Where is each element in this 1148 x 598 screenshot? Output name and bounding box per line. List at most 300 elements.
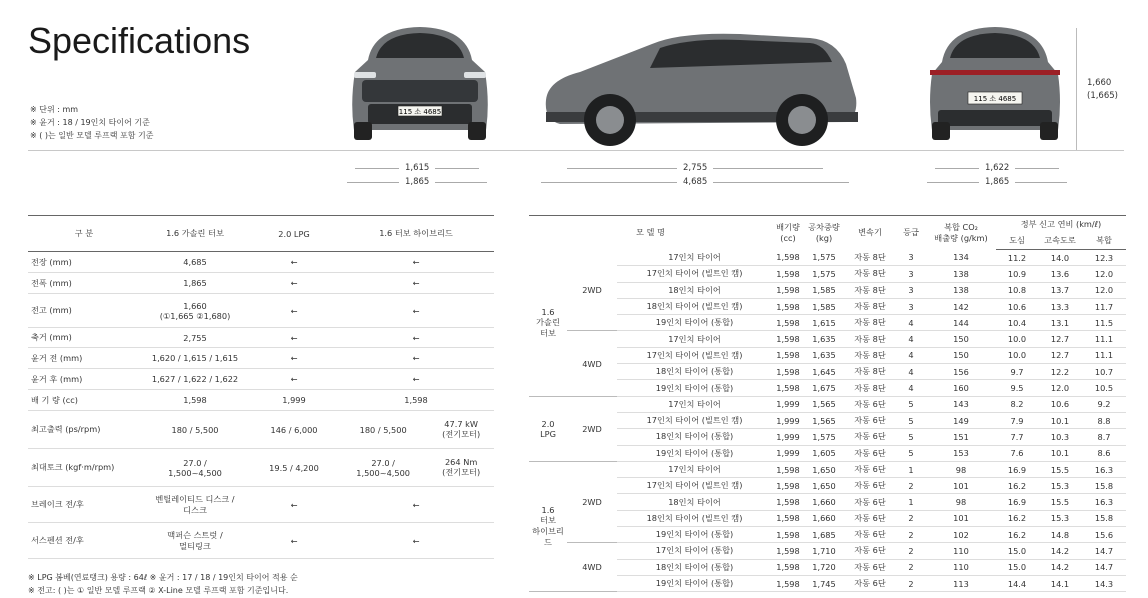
table-row bbox=[529, 298, 1126, 314]
table-row bbox=[529, 347, 1126, 363]
cell: 11.2 bbox=[996, 250, 1038, 266]
col-header: 2.0 LPG bbox=[250, 216, 338, 252]
table-row bbox=[529, 380, 1126, 396]
cell: 자동 8단 bbox=[844, 380, 896, 396]
cell: 2 bbox=[896, 575, 926, 591]
cell: 150 bbox=[926, 347, 996, 363]
table-header-row bbox=[529, 216, 1126, 233]
cell: 1,565 bbox=[804, 396, 844, 412]
cell: 1,999 bbox=[772, 412, 804, 428]
table-row bbox=[28, 294, 494, 328]
cell: 4 bbox=[896, 364, 926, 380]
cell: 1,598 bbox=[140, 390, 250, 411]
front-track-dim: 1,615 bbox=[355, 163, 479, 173]
cell: 1,598 bbox=[772, 266, 804, 282]
cell: 자동 8단 bbox=[844, 315, 896, 331]
cell: 1,660 bbox=[804, 510, 844, 526]
cell: 1,635 bbox=[804, 347, 844, 363]
cell: ← bbox=[250, 273, 338, 294]
cell: 98 bbox=[926, 494, 996, 510]
cell: 143 bbox=[926, 396, 996, 412]
row-label: 전폭 (mm) bbox=[28, 273, 140, 294]
cell: 자동 6단 bbox=[844, 445, 896, 461]
cell: 1,645 bbox=[804, 364, 844, 380]
drive-label: 4WD bbox=[567, 331, 617, 396]
cell: ← bbox=[250, 348, 338, 369]
cell: 15.6 bbox=[1082, 527, 1126, 543]
cell: 101 bbox=[926, 478, 996, 494]
cell: 9.2 bbox=[1082, 396, 1126, 412]
spec-table-body bbox=[28, 252, 494, 559]
cell: 2 bbox=[896, 527, 926, 543]
cell: 2 bbox=[896, 510, 926, 526]
cell: 150 bbox=[926, 331, 996, 347]
tire-label: 18인치 타이어 bbox=[617, 282, 772, 298]
cell: 4 bbox=[896, 315, 926, 331]
cell: 13.7 bbox=[1038, 282, 1082, 298]
cell: 10.7 bbox=[1082, 364, 1126, 380]
license-plate: 115 소 4685 bbox=[973, 95, 1017, 103]
tire-label: 19인치 타이어 (통합) bbox=[617, 380, 772, 396]
table-row bbox=[28, 273, 494, 294]
cell: 1,575 bbox=[804, 429, 844, 445]
cell: 1,585 bbox=[804, 298, 844, 314]
tire-label: 18인치 타이어 (빌트인 캠) bbox=[617, 298, 772, 314]
cell: 15.5 bbox=[1038, 461, 1082, 477]
note-line: ※ 단위 : mm bbox=[30, 105, 79, 114]
cell: 9.7 bbox=[996, 364, 1038, 380]
engine-label: 1.6 가솔린 터보 bbox=[529, 250, 567, 397]
cell: ← bbox=[338, 523, 494, 559]
col-header: 구 분 bbox=[28, 216, 140, 252]
car-front-view bbox=[340, 22, 500, 147]
cell: 1,999 bbox=[772, 445, 804, 461]
cell: 5 bbox=[896, 396, 926, 412]
cell: ← bbox=[250, 328, 338, 348]
cell: 14.8 bbox=[1038, 527, 1082, 543]
cell: 16.9 bbox=[996, 461, 1038, 477]
table-row bbox=[529, 494, 1126, 510]
cell: 자동 8단 bbox=[844, 298, 896, 314]
cell: 10.6 bbox=[996, 298, 1038, 314]
cell: 180 / 5,500 bbox=[338, 411, 428, 449]
cell: 5 bbox=[896, 445, 926, 461]
cell: 2 bbox=[896, 478, 926, 494]
cell: 12.7 bbox=[1038, 331, 1082, 347]
cell: 자동 8단 bbox=[844, 250, 896, 266]
cell: 16.2 bbox=[996, 478, 1038, 494]
cell: 1,598 bbox=[772, 494, 804, 510]
cell: 180 / 5,500 bbox=[140, 411, 250, 449]
tire-label: 17인치 타이어 bbox=[617, 461, 772, 477]
cell: 8.2 bbox=[996, 396, 1038, 412]
engine-label: 1.6 터보 하이브리드 bbox=[529, 461, 567, 591]
tire-label: 17인치 타이어 (통합) bbox=[617, 543, 772, 559]
cell: 15.0 bbox=[996, 543, 1038, 559]
cell: 8.6 bbox=[1082, 445, 1126, 461]
cell: 4 bbox=[896, 347, 926, 363]
cell: 자동 8단 bbox=[844, 364, 896, 380]
table-header-row bbox=[28, 216, 494, 252]
cell: 1,720 bbox=[804, 559, 844, 575]
cell: 10.4 bbox=[996, 315, 1038, 331]
cell: 8.8 bbox=[1082, 412, 1126, 428]
cell: 12.7 bbox=[1038, 347, 1082, 363]
table-row bbox=[529, 575, 1126, 591]
tire-label: 18인치 타이어 (통합) bbox=[617, 364, 772, 380]
cell: 13.1 bbox=[1038, 315, 1082, 331]
cell: 1,627 / 1,622 / 1,622 bbox=[140, 369, 250, 390]
cell: 14.2 bbox=[1038, 543, 1082, 559]
cell: 10.0 bbox=[996, 331, 1038, 347]
cell: 1,650 bbox=[804, 461, 844, 477]
cell: 자동 6단 bbox=[844, 412, 896, 428]
cell: 1,605 bbox=[804, 445, 844, 461]
cell: 14.1 bbox=[1038, 575, 1082, 591]
cell: 자동 6단 bbox=[844, 575, 896, 591]
cell: 156 bbox=[926, 364, 996, 380]
cell: 102 bbox=[926, 527, 996, 543]
cell: 1,598 bbox=[772, 298, 804, 314]
cell: 16.3 bbox=[1082, 494, 1126, 510]
rear-track-dim: 1,622 bbox=[935, 163, 1059, 173]
row-label: 최고출력 (ps/rpm) bbox=[28, 411, 140, 449]
row-label: 윤거 전 (mm) bbox=[28, 348, 140, 369]
cell: 14.3 bbox=[1082, 575, 1126, 591]
front-width-dim: 1,865 bbox=[347, 177, 487, 187]
footnote: ※ LPG 봄베(연료탱크) 용량 : 64ℓ ※ 윤거 : 17 / 18 / 19인치 타이어 적용 순 bbox=[28, 573, 298, 582]
cell: 1,598 bbox=[772, 527, 804, 543]
table-row bbox=[529, 429, 1126, 445]
cell: 13.3 bbox=[1038, 298, 1082, 314]
row-label: 브레이크 전/후 bbox=[28, 487, 140, 523]
cell: 16.3 bbox=[1082, 461, 1126, 477]
tire-label: 18인치 타이어 (통합) bbox=[617, 429, 772, 445]
footnote: ※ 전고: ( )는 ① 일반 모델 루프랙 ② X-Line 모델 루프랙 포함 기준입니다. bbox=[28, 586, 289, 595]
cell: 8.7 bbox=[1082, 429, 1126, 445]
cell: 264 Nm (전기모터) bbox=[428, 449, 494, 487]
drive-label: 2WD bbox=[567, 396, 617, 461]
footnotes bbox=[28, 571, 298, 597]
length-dim: 4,685 bbox=[541, 177, 849, 187]
table-row bbox=[529, 527, 1126, 543]
cell: 1,598 bbox=[772, 478, 804, 494]
rear-width-dim: 1,865 bbox=[927, 177, 1067, 187]
tire-label: 17인치 타이어 bbox=[617, 331, 772, 347]
table-row bbox=[28, 328, 494, 348]
cell: 자동 6단 bbox=[844, 494, 896, 510]
cell: ← bbox=[338, 252, 494, 273]
cell: ← bbox=[250, 294, 338, 328]
cell: 1,598 bbox=[772, 559, 804, 575]
cell: 10.3 bbox=[1038, 429, 1082, 445]
cell: 47.7 kW (전기모터) bbox=[428, 411, 494, 449]
table-row bbox=[28, 348, 494, 369]
tire-label: 19인치 타이어 (통합) bbox=[617, 315, 772, 331]
cell: 4 bbox=[896, 380, 926, 396]
cell: 7.7 bbox=[996, 429, 1038, 445]
cell: 10.9 bbox=[996, 266, 1038, 282]
note-line: ※ ( )는 일반 모델 루프랙 포함 기준 bbox=[30, 131, 154, 140]
cell: 1,598 bbox=[772, 347, 804, 363]
col-header: 1.6 터보 하이브리드 bbox=[338, 216, 494, 252]
cell: 15.8 bbox=[1082, 478, 1126, 494]
cell: 27.0 / 1,500~4,500 bbox=[338, 449, 428, 487]
cell: 16.2 bbox=[996, 510, 1038, 526]
cell: 1,598 bbox=[772, 250, 804, 266]
cell: 12.3 bbox=[1082, 250, 1126, 266]
cell: 1,598 bbox=[772, 380, 804, 396]
cell: ← bbox=[338, 369, 494, 390]
cell: ← bbox=[338, 328, 494, 348]
cell: ← bbox=[338, 273, 494, 294]
cell: 1,598 bbox=[772, 282, 804, 298]
cell: 자동 6단 bbox=[844, 559, 896, 575]
col-header: 복합 bbox=[1082, 233, 1126, 250]
cell: 12.0 bbox=[1082, 282, 1126, 298]
table-row bbox=[28, 252, 494, 273]
cell: 138 bbox=[926, 282, 996, 298]
table-row bbox=[529, 266, 1126, 282]
cell: 110 bbox=[926, 543, 996, 559]
table-row bbox=[529, 331, 1126, 347]
cell: 자동 6단 bbox=[844, 527, 896, 543]
cell: 2 bbox=[896, 559, 926, 575]
ground-line bbox=[28, 150, 1124, 151]
cell: 11.1 bbox=[1082, 347, 1126, 363]
cell: 144 bbox=[926, 315, 996, 331]
tire-label: 17인치 타이어 (빌트인 캠) bbox=[617, 478, 772, 494]
cell: 자동 6단 bbox=[844, 510, 896, 526]
cell: 1,598 bbox=[338, 390, 494, 411]
cell: 1,598 bbox=[772, 575, 804, 591]
table-row bbox=[28, 449, 494, 487]
cell: 138 bbox=[926, 266, 996, 282]
col-header: 고속도로 bbox=[1038, 233, 1082, 250]
cell: 149 bbox=[926, 412, 996, 428]
cell: 12.0 bbox=[1082, 266, 1126, 282]
wheelbase-dim: 2,755 bbox=[567, 163, 823, 173]
cell: 3 bbox=[896, 250, 926, 266]
cell: 1,999 bbox=[772, 429, 804, 445]
table-row bbox=[28, 390, 494, 411]
cell: 15.0 bbox=[996, 559, 1038, 575]
cell: 153 bbox=[926, 445, 996, 461]
cell: 15.8 bbox=[1082, 510, 1126, 526]
cell: 1,745 bbox=[804, 575, 844, 591]
cell: 151 bbox=[926, 429, 996, 445]
note-line: ※ 윤거 : 18 / 19인치 타이어 기준 bbox=[30, 118, 150, 127]
page-title: Specifications bbox=[28, 20, 251, 61]
table-row bbox=[529, 250, 1126, 266]
tire-label: 18인치 타이어 (통합) bbox=[617, 559, 772, 575]
tire-label: 19인치 타이어 (통합) bbox=[617, 575, 772, 591]
cell: 12.2 bbox=[1038, 364, 1082, 380]
cell: 자동 8단 bbox=[844, 331, 896, 347]
table-row bbox=[529, 559, 1126, 575]
fuel-table-body bbox=[529, 250, 1126, 592]
cell: 1,598 bbox=[772, 461, 804, 477]
cell: 1,598 bbox=[772, 364, 804, 380]
drive-label: 2WD bbox=[567, 461, 617, 542]
cell: 자동 6단 bbox=[844, 478, 896, 494]
cell: 14.2 bbox=[1038, 559, 1082, 575]
cell: 10.1 bbox=[1038, 445, 1082, 461]
cell: 1,650 bbox=[804, 478, 844, 494]
table-row bbox=[529, 364, 1126, 380]
cell: 15.5 bbox=[1038, 494, 1082, 510]
table-row bbox=[529, 461, 1126, 477]
table-row bbox=[529, 282, 1126, 298]
cell: 7.6 bbox=[996, 445, 1038, 461]
cell: ← bbox=[250, 523, 338, 559]
row-label: 축거 (mm) bbox=[28, 328, 140, 348]
cell: 자동 8단 bbox=[844, 266, 896, 282]
col-header: 복합 CO₂ 배출량 (g/km) bbox=[926, 216, 996, 250]
cell: 1,598 bbox=[772, 543, 804, 559]
cell: 16.2 bbox=[996, 527, 1038, 543]
cell: ← bbox=[250, 252, 338, 273]
cell: 7.9 bbox=[996, 412, 1038, 428]
cell: 10.1 bbox=[1038, 412, 1082, 428]
table-row bbox=[529, 412, 1126, 428]
cell: 101 bbox=[926, 510, 996, 526]
cell: 11.5 bbox=[1082, 315, 1126, 331]
cell: 1,575 bbox=[804, 266, 844, 282]
cell: ← bbox=[338, 294, 494, 328]
row-label: 배 기 량 (cc) bbox=[28, 390, 140, 411]
cell: 1,585 bbox=[804, 282, 844, 298]
tire-label: 17인치 타이어 (빌트인 캠) bbox=[617, 412, 772, 428]
table-row bbox=[28, 411, 494, 449]
cell: 자동 8단 bbox=[844, 347, 896, 363]
cell: 11.1 bbox=[1082, 331, 1126, 347]
engine-label: 2.0 LPG bbox=[529, 396, 567, 461]
cell: 98 bbox=[926, 461, 996, 477]
car-rear-view bbox=[920, 22, 1070, 147]
table-row bbox=[529, 543, 1126, 559]
cell: 1,999 bbox=[250, 390, 338, 411]
cell: 27.0 / 1,500~4,500 bbox=[140, 449, 250, 487]
cell: 160 bbox=[926, 380, 996, 396]
height-indicator-line bbox=[1076, 28, 1077, 150]
tire-label: 17인치 타이어 bbox=[617, 396, 772, 412]
cell: 1,685 bbox=[804, 527, 844, 543]
cell: 14.0 bbox=[1038, 250, 1082, 266]
cell: 1,575 bbox=[804, 250, 844, 266]
cell: 벤틸레이티드 디스크 / 디스크 bbox=[140, 487, 250, 523]
cell: 1,598 bbox=[772, 315, 804, 331]
col-header: 1.6 가솔린 터보 bbox=[140, 216, 250, 252]
cell: 1,999 bbox=[772, 396, 804, 412]
table-row bbox=[529, 445, 1126, 461]
cell: ← bbox=[250, 487, 338, 523]
car-side-view bbox=[540, 28, 870, 150]
height-dimension: 1,660 (1,665) bbox=[1087, 78, 1118, 101]
cell: 113 bbox=[926, 575, 996, 591]
table-row bbox=[28, 523, 494, 559]
cell: 1,598 bbox=[772, 510, 804, 526]
cell: 13.6 bbox=[1038, 266, 1082, 282]
cell: ← bbox=[338, 348, 494, 369]
cell: 맥퍼슨 스트럿 / 멀티링크 bbox=[140, 523, 250, 559]
fuel-table bbox=[529, 215, 1126, 592]
cell: 5 bbox=[896, 429, 926, 445]
cell: 1,675 bbox=[804, 380, 844, 396]
cell: 134 bbox=[926, 250, 996, 266]
cell: 1,615 bbox=[804, 315, 844, 331]
cell: 2,755 bbox=[140, 328, 250, 348]
row-label: 전장 (mm) bbox=[28, 252, 140, 273]
table-row bbox=[529, 510, 1126, 526]
cell: 1 bbox=[896, 461, 926, 477]
cell: 15.3 bbox=[1038, 478, 1082, 494]
table-row bbox=[28, 369, 494, 390]
cell: 1,865 bbox=[140, 273, 250, 294]
row-label: 최대토크 (kgf·m/rpm) bbox=[28, 449, 140, 487]
cell: 10.0 bbox=[996, 347, 1038, 363]
cell: 자동 6단 bbox=[844, 543, 896, 559]
spec-table bbox=[28, 215, 494, 559]
table-row bbox=[529, 315, 1126, 331]
tire-label: 17인치 타이어 (빌트인 캠) bbox=[617, 266, 772, 282]
cell: 16.9 bbox=[996, 494, 1038, 510]
cell: 5 bbox=[896, 412, 926, 428]
col-header: 공차중량 (kg) bbox=[804, 216, 844, 250]
cell: 1,635 bbox=[804, 331, 844, 347]
license-plate: 115 소 4685 bbox=[398, 108, 442, 116]
col-header: 정부 신고 연비 (km/ℓ) bbox=[996, 216, 1126, 233]
cell: 10.8 bbox=[996, 282, 1038, 298]
col-header: 배기량 (cc) bbox=[772, 216, 804, 250]
cell: 자동 6단 bbox=[844, 429, 896, 445]
cell: 15.3 bbox=[1038, 510, 1082, 526]
cell: 3 bbox=[896, 298, 926, 314]
cell: 4,685 bbox=[140, 252, 250, 273]
drive-label: 2WD bbox=[567, 250, 617, 331]
unit-notes bbox=[30, 103, 153, 142]
cell: 146 / 6,000 bbox=[250, 411, 338, 449]
tire-label: 17인치 타이어 bbox=[617, 250, 772, 266]
cell: 11.7 bbox=[1082, 298, 1126, 314]
tire-label: 19인치 타이어 (통합) bbox=[617, 445, 772, 461]
cell: 자동 6단 bbox=[844, 461, 896, 477]
col-header: 도심 bbox=[996, 233, 1038, 250]
row-label: 전고 (mm) bbox=[28, 294, 140, 328]
cell: 9.5 bbox=[996, 380, 1038, 396]
cell: 10.6 bbox=[1038, 396, 1082, 412]
table-row bbox=[529, 396, 1126, 412]
tire-label: 17인치 타이어 (빌트인 캠) bbox=[617, 347, 772, 363]
cell: 14.4 bbox=[996, 575, 1038, 591]
col-header: 등급 bbox=[896, 216, 926, 250]
cell: 14.7 bbox=[1082, 543, 1126, 559]
cell: ← bbox=[250, 369, 338, 390]
cell: 2 bbox=[896, 543, 926, 559]
cell: 1 bbox=[896, 494, 926, 510]
tire-label: 19인치 타이어 (통합) bbox=[617, 527, 772, 543]
cell: 19.5 / 4,200 bbox=[250, 449, 338, 487]
cell: 1,565 bbox=[804, 412, 844, 428]
tire-label: 18인치 타이어 (빌트인 캠) bbox=[617, 510, 772, 526]
cell: ← bbox=[338, 487, 494, 523]
cell: 110 bbox=[926, 559, 996, 575]
cell: 자동 8단 bbox=[844, 282, 896, 298]
tire-label: 18인치 타이어 bbox=[617, 494, 772, 510]
row-label: 서스펜션 전/후 bbox=[28, 523, 140, 559]
cell: 4 bbox=[896, 331, 926, 347]
cell: 3 bbox=[896, 282, 926, 298]
